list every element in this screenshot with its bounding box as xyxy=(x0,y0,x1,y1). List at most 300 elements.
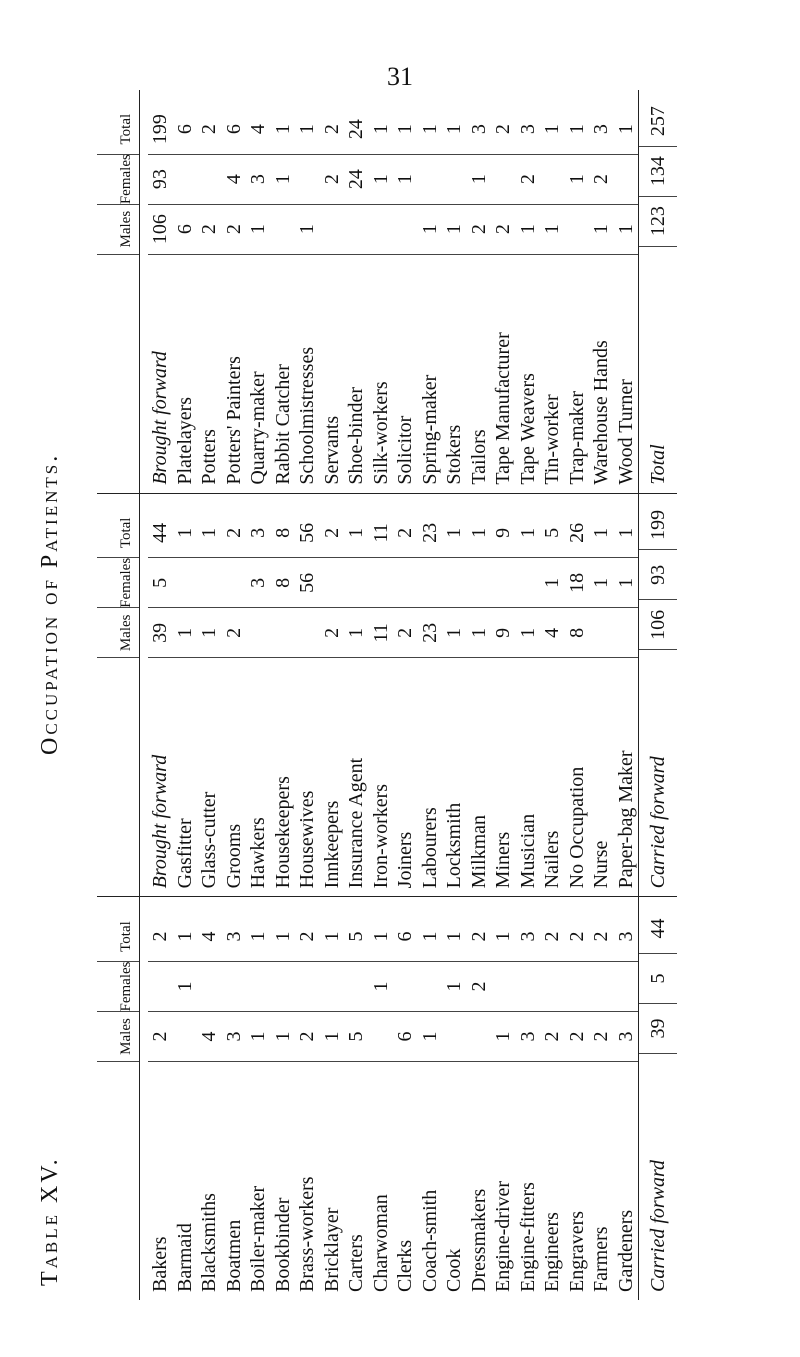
table-footer xyxy=(638,90,677,493)
occupation-cell: Grooms xyxy=(222,823,245,889)
footer-males: 106 xyxy=(639,600,677,650)
total-cell: 44 xyxy=(148,508,173,558)
occupation-cell: Dressmakers xyxy=(467,1188,490,1292)
occupation-cell: Potters' Painters xyxy=(222,356,245,485)
table-row xyxy=(418,90,443,493)
table-row xyxy=(369,897,394,1300)
total-cell: 6 xyxy=(173,105,198,155)
males-cell: 2 xyxy=(148,1012,173,1062)
total-cell: 1 xyxy=(295,105,320,155)
total-cell: 6 xyxy=(222,105,247,155)
total-cell: 23 xyxy=(418,508,443,558)
females-cell xyxy=(320,558,345,608)
total-cell: 1 xyxy=(418,105,443,155)
table-row xyxy=(589,90,614,493)
males-cell: 2 xyxy=(589,1012,614,1062)
females-cell: 1 xyxy=(540,558,565,608)
table-row xyxy=(271,897,296,1300)
females-cell: 1 xyxy=(467,155,492,205)
header-total: Total xyxy=(97,508,139,558)
females-cell xyxy=(393,558,418,608)
occupation-cell: Platelayers xyxy=(173,396,196,485)
females-cell xyxy=(344,962,369,1012)
table-row xyxy=(516,897,541,1300)
table-row xyxy=(614,494,639,897)
header-occupation xyxy=(97,658,139,896)
total-cell: 24 xyxy=(344,105,369,155)
females-cell: 3 xyxy=(246,558,271,608)
total-cell: 2 xyxy=(222,508,247,558)
females-cell xyxy=(246,962,271,1012)
occupation-cell: Labourers xyxy=(418,807,441,889)
header-females: Females xyxy=(97,558,139,608)
footer-males: 39 xyxy=(639,1004,677,1054)
table-row xyxy=(222,494,247,897)
males-cell: 3 xyxy=(614,1012,639,1062)
occupation-cell: Clerks xyxy=(394,1239,417,1292)
occupation-cell: Schoolmistresses xyxy=(296,346,319,485)
females-cell: 24 xyxy=(344,155,369,205)
header-females: Females xyxy=(97,962,139,1012)
total-cell: 1 xyxy=(344,508,369,558)
males-cell: 5 xyxy=(344,1012,369,1062)
females-cell xyxy=(418,155,443,205)
females-cell: 18 xyxy=(565,558,590,608)
total-cell: 2 xyxy=(540,912,565,962)
table-row xyxy=(565,494,590,897)
females-cell: 1 xyxy=(442,962,467,1012)
occupation-cell: Bricklayer xyxy=(320,1207,343,1292)
occupation-cell: Spring-maker xyxy=(418,374,441,485)
males-cell xyxy=(295,608,320,658)
total-cell: 1 xyxy=(565,105,590,155)
total-cell: 2 xyxy=(467,912,492,962)
occupation-cell: Boatmen xyxy=(222,1219,245,1292)
occupation-cell: Solicitor xyxy=(394,415,417,485)
table-rows xyxy=(140,90,638,493)
females-cell: 2 xyxy=(589,155,614,205)
table-header xyxy=(97,897,140,1300)
males-cell: 106 xyxy=(148,205,173,255)
occupation-cell: Insurance Agent xyxy=(345,757,368,889)
table-block-3 xyxy=(97,90,677,493)
males-cell: 1 xyxy=(418,1012,443,1062)
occupation-cell: Shoe-binder xyxy=(345,386,368,485)
table-row xyxy=(540,494,565,897)
occupation-cell: Innkeepers xyxy=(320,800,343,889)
table-header xyxy=(97,494,140,897)
table-row xyxy=(589,897,614,1300)
females-cell xyxy=(222,558,247,608)
males-cell: 23 xyxy=(418,608,443,658)
females-cell: 8 xyxy=(271,558,296,608)
total-cell: 4 xyxy=(197,912,222,962)
occupation-cell: Hawkers xyxy=(247,817,270,889)
table-row xyxy=(516,494,541,897)
total-cell: 3 xyxy=(589,105,614,155)
header-total: Total xyxy=(97,105,139,155)
males-cell xyxy=(369,205,394,255)
occupation-cell: Servants xyxy=(320,415,343,485)
females-cell: 3 xyxy=(246,155,271,205)
females-cell xyxy=(589,962,614,1012)
occupation-cell: Tin-worker xyxy=(541,394,564,485)
females-cell xyxy=(565,962,590,1012)
total-cell: 1 xyxy=(589,508,614,558)
males-cell xyxy=(467,1012,492,1062)
total-cell: 1 xyxy=(418,912,443,962)
total-cell: 5 xyxy=(344,912,369,962)
table-row xyxy=(442,897,467,1300)
footer-label: Carried forward xyxy=(646,1159,669,1292)
total-cell: 1 xyxy=(442,508,467,558)
table-rows xyxy=(140,494,638,897)
rotated-table-sheet xyxy=(37,90,687,1300)
occupation-cell: Wood Turner xyxy=(614,379,637,485)
occupation-cell: Brought forward xyxy=(149,351,172,485)
females-cell xyxy=(418,558,443,608)
males-cell: 1 xyxy=(516,608,541,658)
table-row xyxy=(369,90,394,493)
females-cell xyxy=(614,962,639,1012)
table-row xyxy=(491,897,516,1300)
females-cell xyxy=(516,962,541,1012)
total-cell: 2 xyxy=(589,912,614,962)
males-cell xyxy=(589,608,614,658)
males-cell xyxy=(320,205,345,255)
females-cell xyxy=(148,962,173,1012)
occupation-cell: Joiners xyxy=(394,831,417,889)
males-cell: 1 xyxy=(540,205,565,255)
males-cell: 8 xyxy=(565,608,590,658)
males-cell: 1 xyxy=(320,1012,345,1062)
table-row xyxy=(369,494,394,897)
table-row xyxy=(467,90,492,493)
total-cell: 1 xyxy=(271,912,296,962)
footer-males: 123 xyxy=(639,197,677,247)
total-cell: 1 xyxy=(516,508,541,558)
occupation-cell: Tape Weavers xyxy=(516,373,539,485)
females-cell xyxy=(614,155,639,205)
occupation-cell: Nurse xyxy=(590,840,613,889)
females-cell xyxy=(393,962,418,1012)
table-row xyxy=(271,90,296,493)
occupation-cell: Warehouse Hands xyxy=(590,340,613,485)
footer-total: 44 xyxy=(639,904,677,954)
females-cell: 1 xyxy=(369,155,394,205)
females-cell xyxy=(173,558,198,608)
females-cell xyxy=(271,962,296,1012)
table-row xyxy=(148,90,173,493)
table-row xyxy=(540,897,565,1300)
table-row xyxy=(589,494,614,897)
table-row xyxy=(148,494,173,897)
header-males: Males xyxy=(97,608,139,658)
total-cell: 5 xyxy=(540,508,565,558)
occupation-cell: Stokers xyxy=(443,424,466,485)
males-cell: 2 xyxy=(540,1012,565,1062)
occupation-cell: Brought forward xyxy=(149,754,172,889)
males-cell: 1 xyxy=(173,608,198,658)
table-row xyxy=(491,90,516,493)
total-cell: 1 xyxy=(369,105,394,155)
footer-label: Carried forward xyxy=(646,756,669,889)
occupation-table xyxy=(97,90,677,1300)
males-cell: 2 xyxy=(320,608,345,658)
occupation-cell: Engineers xyxy=(541,1212,564,1292)
occupation-cell: Trap-maker xyxy=(565,390,588,485)
table-row xyxy=(197,897,222,1300)
occupation-cell: Gasfitter xyxy=(173,818,196,889)
occupation-cell: Locksmith xyxy=(443,802,466,889)
total-cell: 199 xyxy=(148,105,173,155)
footer-total: 257 xyxy=(639,97,677,147)
table-row xyxy=(393,90,418,493)
total-cell: 3 xyxy=(467,105,492,155)
table-row xyxy=(320,90,345,493)
occupation-cell: Barmaid xyxy=(173,1223,196,1292)
males-cell: 1 xyxy=(614,205,639,255)
table-row xyxy=(295,90,320,493)
total-cell: 1 xyxy=(173,508,198,558)
females-cell xyxy=(197,962,222,1012)
males-cell xyxy=(565,205,590,255)
males-cell: 1 xyxy=(246,205,271,255)
males-cell: 4 xyxy=(197,1012,222,1062)
females-cell: 56 xyxy=(295,558,320,608)
table-row xyxy=(246,90,271,493)
table-row xyxy=(173,90,198,493)
occupation-cell: Cook xyxy=(443,1248,466,1292)
males-cell: 2 xyxy=(197,205,222,255)
males-cell: 11 xyxy=(369,608,394,658)
males-cell: 1 xyxy=(589,205,614,255)
table-row xyxy=(418,494,443,897)
table-row xyxy=(295,494,320,897)
occupation-cell: Paper-bag Maker xyxy=(614,750,637,889)
males-cell: 3 xyxy=(222,1012,247,1062)
females-cell xyxy=(491,155,516,205)
females-cell: 5 xyxy=(148,558,173,608)
females-cell xyxy=(295,962,320,1012)
occupation-cell: Blacksmiths xyxy=(198,1193,221,1292)
females-cell: 93 xyxy=(148,155,173,205)
occupation-cell: Potters xyxy=(198,429,221,485)
females-cell xyxy=(197,558,222,608)
table-row xyxy=(271,494,296,897)
total-cell: 1 xyxy=(246,912,271,962)
males-cell xyxy=(393,205,418,255)
total-cell: 2 xyxy=(565,912,590,962)
females-cell: 2 xyxy=(467,962,492,1012)
males-cell xyxy=(369,1012,394,1062)
males-cell xyxy=(442,1012,467,1062)
footer-females: 93 xyxy=(639,550,677,600)
total-cell: 1 xyxy=(442,105,467,155)
males-cell xyxy=(614,608,639,658)
females-cell xyxy=(320,962,345,1012)
males-cell: 1 xyxy=(295,205,320,255)
occupation-cell: Gardeners xyxy=(614,1209,637,1292)
occupation-cell: Housekeepers xyxy=(271,776,294,889)
females-cell: 2 xyxy=(516,155,541,205)
total-cell: 1 xyxy=(614,508,639,558)
table-row xyxy=(173,494,198,897)
table-row xyxy=(614,897,639,1300)
males-cell: 2 xyxy=(565,1012,590,1062)
total-cell: 2 xyxy=(295,912,320,962)
males-cell xyxy=(173,1012,198,1062)
males-cell: 2 xyxy=(222,205,247,255)
table-row xyxy=(614,90,639,493)
females-cell xyxy=(222,962,247,1012)
males-cell: 1 xyxy=(442,205,467,255)
males-cell: 1 xyxy=(467,608,492,658)
total-cell: 2 xyxy=(148,912,173,962)
females-cell: 4 xyxy=(222,155,247,205)
table-row xyxy=(393,494,418,897)
total-cell: 2 xyxy=(491,105,516,155)
males-cell: 2 xyxy=(393,608,418,658)
females-cell xyxy=(540,155,565,205)
males-cell: 1 xyxy=(491,1012,516,1062)
occupation-cell: Miners xyxy=(492,831,515,889)
males-cell: 1 xyxy=(344,608,369,658)
total-cell: 1 xyxy=(369,912,394,962)
table-row xyxy=(344,897,369,1300)
table-row xyxy=(418,897,443,1300)
total-cell: 8 xyxy=(271,508,296,558)
table-title: Occupation of Patients. xyxy=(37,452,63,755)
males-cell: 3 xyxy=(516,1012,541,1062)
females-cell xyxy=(295,155,320,205)
total-cell: 56 xyxy=(295,508,320,558)
table-row xyxy=(540,90,565,493)
footer-total: 199 xyxy=(639,500,677,550)
total-cell: 2 xyxy=(197,105,222,155)
occupation-cell: Carters xyxy=(345,1234,368,1292)
total-cell: 1 xyxy=(320,912,345,962)
header-males: Males xyxy=(97,1012,139,1062)
header-occupation xyxy=(97,1062,139,1300)
footer-label: Total xyxy=(646,444,669,485)
occupation-cell: Nailers xyxy=(541,830,564,889)
footer-females: 134 xyxy=(639,147,677,197)
males-cell: 1 xyxy=(246,1012,271,1062)
table-row xyxy=(222,897,247,1300)
table-row xyxy=(246,494,271,897)
table-row xyxy=(173,897,198,1300)
total-cell: 1 xyxy=(442,912,467,962)
occupation-cell: Milkman xyxy=(467,814,490,889)
total-cell: 6 xyxy=(393,912,418,962)
total-cell: 2 xyxy=(393,508,418,558)
males-cell xyxy=(246,608,271,658)
total-cell: 1 xyxy=(173,912,198,962)
occupation-cell: Engine-fitters xyxy=(516,1182,539,1292)
total-cell: 1 xyxy=(467,508,492,558)
females-cell xyxy=(418,962,443,1012)
females-cell: 1 xyxy=(589,558,614,608)
males-cell: 1 xyxy=(271,1012,296,1062)
table-row xyxy=(320,897,345,1300)
header-occupation xyxy=(97,255,139,493)
occupation-cell: Tailors xyxy=(467,429,490,485)
females-cell xyxy=(516,558,541,608)
footer-females: 5 xyxy=(639,954,677,1004)
occupation-cell: Boiler-maker xyxy=(247,1185,270,1292)
table-row xyxy=(320,494,345,897)
table-row xyxy=(295,897,320,1300)
total-cell: 3 xyxy=(222,912,247,962)
total-cell: 1 xyxy=(271,105,296,155)
females-cell xyxy=(540,962,565,1012)
males-cell xyxy=(271,608,296,658)
males-cell: 2 xyxy=(491,205,516,255)
occupation-cell: Housewives xyxy=(296,790,319,889)
total-cell: 3 xyxy=(516,912,541,962)
total-cell: 1 xyxy=(393,105,418,155)
table-row xyxy=(467,494,492,897)
occupation-cell: Engravers xyxy=(565,1210,588,1292)
occupation-cell: Farmers xyxy=(590,1226,613,1292)
header-total: Total xyxy=(97,912,139,962)
total-cell: 3 xyxy=(614,912,639,962)
females-cell xyxy=(442,155,467,205)
males-cell: 1 xyxy=(516,205,541,255)
occupation-cell: Quarry-maker xyxy=(247,371,270,485)
total-cell: 1 xyxy=(197,508,222,558)
females-cell: 2 xyxy=(320,155,345,205)
table-row xyxy=(442,494,467,897)
table-row xyxy=(148,897,173,1300)
females-cell: 1 xyxy=(393,155,418,205)
table-block-1 xyxy=(97,896,677,1300)
females-cell xyxy=(173,155,198,205)
total-cell: 2 xyxy=(320,508,345,558)
females-cell: 1 xyxy=(271,155,296,205)
header-males: Males xyxy=(97,205,139,255)
occupation-cell: Charwoman xyxy=(369,1194,392,1292)
occupation-cell: Musician xyxy=(516,813,539,889)
occupation-cell: Coach-smith xyxy=(418,1189,441,1292)
table-row xyxy=(491,494,516,897)
males-cell: 9 xyxy=(491,608,516,658)
table-footer xyxy=(638,897,677,1300)
occupation-cell: Engine-driver xyxy=(492,1180,515,1292)
header-females: Females xyxy=(97,155,139,205)
total-cell: 4 xyxy=(246,105,271,155)
occupation-cell: No Occupation xyxy=(565,766,588,889)
total-cell: 3 xyxy=(246,508,271,558)
table-row xyxy=(393,897,418,1300)
table-row xyxy=(442,90,467,493)
total-cell: 3 xyxy=(516,105,541,155)
total-cell: 26 xyxy=(565,508,590,558)
table-row xyxy=(467,897,492,1300)
males-cell: 6 xyxy=(173,205,198,255)
total-cell: 11 xyxy=(369,508,394,558)
females-cell xyxy=(197,155,222,205)
females-cell xyxy=(491,558,516,608)
table-rows xyxy=(140,897,638,1300)
males-cell xyxy=(271,205,296,255)
table-label: Table XV. xyxy=(37,1156,63,1286)
males-cell: 2 xyxy=(467,205,492,255)
occupation-cell: Bookbinder xyxy=(271,1197,294,1292)
table-row xyxy=(246,897,271,1300)
females-cell xyxy=(491,962,516,1012)
